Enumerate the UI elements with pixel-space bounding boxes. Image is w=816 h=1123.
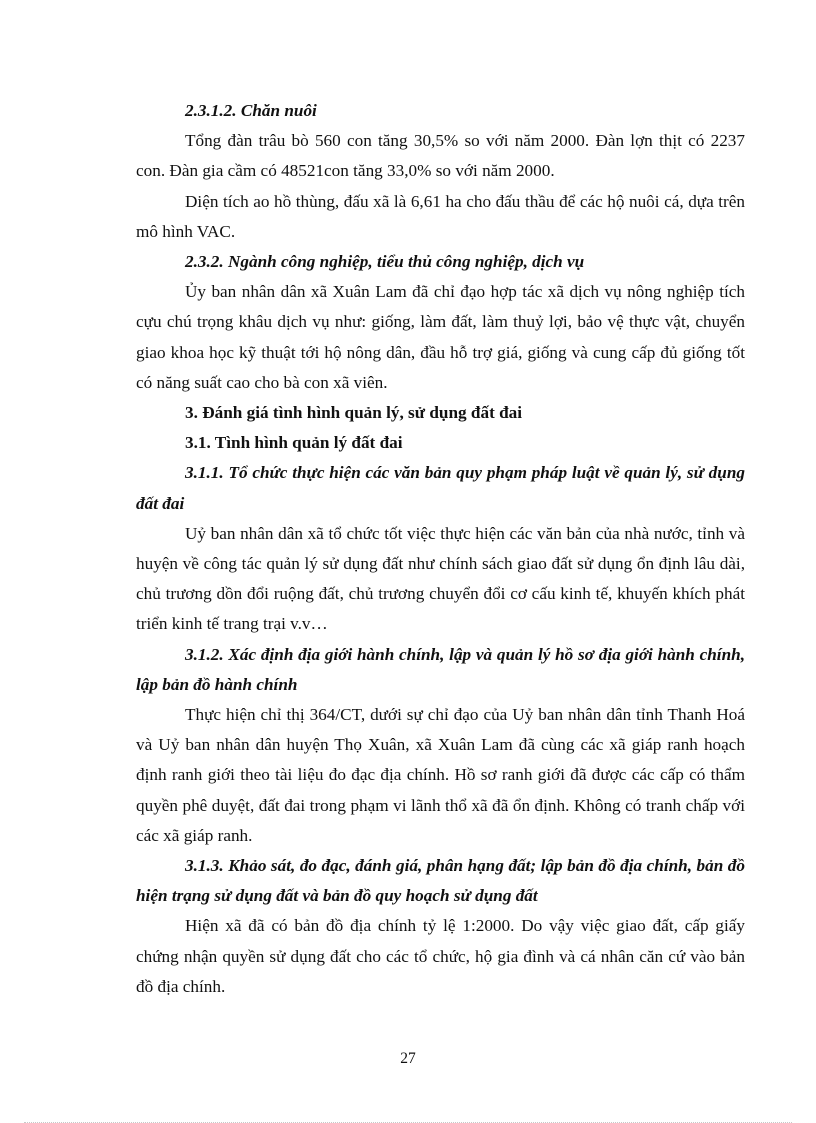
page-number: 27 xyxy=(400,1050,416,1067)
heading-quan-ly-dat-dai: 3.1. Tình hình quản lý đất đai xyxy=(185,433,403,453)
heading-van-ban-quy-pham: 3.1.1. Tổ chức thực hiện các văn bản quy phạm pháp luật về quản lý, sử dụng đất đai xyxy=(136,463,745,513)
heading-cong-nghiep: 2.3.2. Ngành công nghiệp, tiểu thủ công nghiệp, dịch vụ xyxy=(185,252,585,272)
paragraph: Hiện xã đã có bản đồ địa chính tỷ lệ 1:2000. Do vậy việc giao đất, cấp giấy chứng nhận quyền sử dụng đất cho các tổ chức, hộ gia đình và cá nhân căn cứ vào bản đồ địa chính. xyxy=(136,916,745,996)
heading-danh-gia: 3. Đánh giá tình hình quản lý, sử dụng đất đai xyxy=(185,403,523,423)
paragraph: Uỷ ban nhân dân xã tổ chức tốt việc thực hiện các văn bản của nhà nước, tỉnh và huyện về công tác quản lý sử dụng đất như chính sách giao đất sử dụng ổn định lâu dài, chủ trương dồn đổi ruộng đất, chủ trương chuyển đổi cơ cấu kinh tế, khuyến khích phát triển kinh tế trang trại v.v… xyxy=(136,523,745,634)
paragraph: Ủy ban nhân dân xã Xuân Lam đã chỉ đạo hợp tác xã dịch vụ nông nghiệp tích cựu chú trọng khâu dịch vụ như: giống, làm đất, làm thuỷ lợi, bảo vệ thực vật, chuyển giao khoa học kỹ thuật tới hộ nông dân, đầu hỗ trợ giá, giống và cung cấp đủ giống tốt có năng suất cao cho bà con xã viên. xyxy=(136,282,745,392)
body-text xyxy=(136,96,745,1002)
paragraph: Tổng đàn trâu bò 560 con tăng 30,5% so với năm 2000. Đàn lợn thịt có 2237 con. Đàn gia cầm có 48521con tăng 33,0% so với năm 2000. xyxy=(136,131,745,181)
heading-dia-gioi-hanh-chinh: 3.1.2. Xác định địa giới hành chính, lập và quản lý hồ sơ địa giới hành chính, lập bản đồ hành chính xyxy=(136,644,745,694)
paragraph: Diện tích ao hồ thùng, đấu xã là 6,61 ha cho đấu thầu để các hộ nuôi cá, dựa trên mô hình VAC. xyxy=(136,191,745,241)
heading-khao-sat-do-dac: 3.1.3. Khảo sát, đo đạc, đánh giá, phân hạng đất; lập bản đồ địa chính, bản đồ hiện trạng sử dụng đất và bản đồ quy hoạch sử dụng đất xyxy=(136,856,745,906)
paragraph: Thực hiện chỉ thị 364/CT, dưới sự chỉ đạo của Uỷ ban nhân dân tỉnh Thanh Hoá và Uỷ ban nhân dân huyện Thọ Xuân, xã Xuân Lam đã cùng các xã giáp ranh hoạch định ranh giới theo tài liệu đo đạc địa chính. Hồ sơ ranh giới đã được các cấp có thẩm quyền phê duyệt, đất đai trong phạm vi lãnh thổ xã đã ổn định. Không có tranh chấp với các xã giáp ranh. xyxy=(136,705,745,845)
heading-chan-nuoi: 2.3.1.2. Chăn nuôi xyxy=(185,101,317,120)
